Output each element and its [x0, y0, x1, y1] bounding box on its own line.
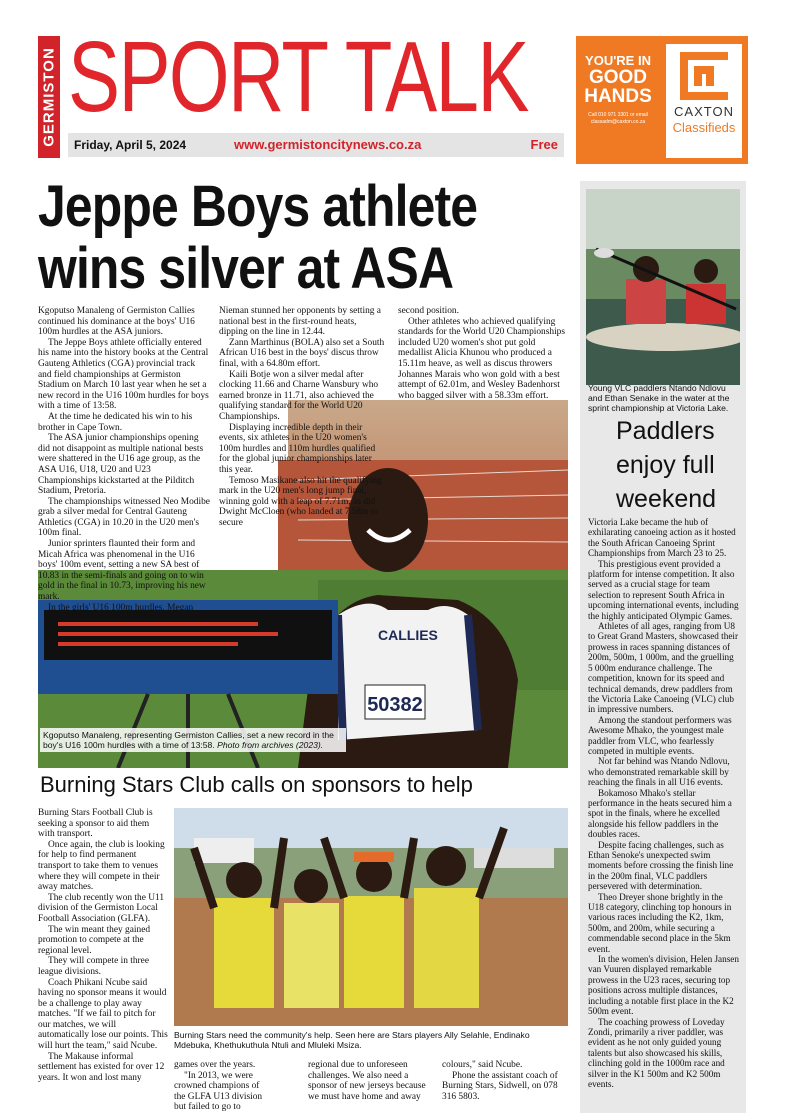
lead-paragraph: The championships witnessed Neo Modibe grab a silver medal for Central Gauteng Athletics (CGA) in 10.20 in the U20 men's 100m final. [38, 496, 210, 539]
stars-photo [174, 808, 568, 1026]
lead-caption-credit: Photo from archives (2023). [217, 740, 324, 750]
paddlers-paragraph: This prestigious event provided a platform for intense competition. It also served as a crucial stage for team selection to represent South Africa in upcoming international events, including the highly anticipated Olympic Games. [588, 558, 739, 621]
stars-paragraph: They will compete in three league divisions. [38, 956, 150, 977]
ad-slogan-line3: HANDS [584, 86, 652, 107]
paddlers-paragraph: Athletes of all ages, ranging from U8 to Great Grand Masters, showcased their prowess in races spanning distances of 200m, 500m, 1 000m, and the gruelling 5 000m endurance challenge. The competition, known for its speed and technical demands, drew paddlers from the Victoria Lake Canoeing (VLC) club in impressive numbers. [588, 621, 739, 715]
stars-paragraph: regional due to unforeseen challenges. We also need a sponsor of new jerseys because we must have home and away [308, 1060, 426, 1102]
lead-paragraph: Kgoputso Manaleng of Germiston Callies continued his dominance at the boys' U16 100m hurdles at the ASA juniors. [38, 306, 195, 338]
ad-slogan-line1: YOU'RE IN [585, 53, 651, 68]
masthead-vertical-label: GERMISTON [38, 36, 60, 158]
stars-paragraph: Once again, the club is looking for help to find permanent transport to take them to venues where they will compete in their away matches. [38, 839, 165, 893]
stars-photo-image [174, 808, 568, 1026]
paddlers-headline-line2: enjoy full [616, 451, 715, 479]
paddlers-paragraph: Theo Dreyer shone brightly in the U18 category, clinching top honours in various races including the K2, 1km, 500m, and 200m, while securing a commendable second place in the 5km event. [588, 891, 732, 954]
caxton-logo-icon [680, 52, 728, 100]
price-label: Free [530, 137, 558, 152]
ad-slogan-line2: GOOD [588, 67, 648, 88]
stars-paragraph: games over the years. [174, 1060, 256, 1070]
stars-paragraph: The Makause informal settlement has existed for over 12 years. It won and lost many [38, 1051, 165, 1083]
lead-column-1 [38, 306, 210, 613]
ad-logo-panel [666, 44, 742, 158]
ad-brand-sub: Classifieds [672, 120, 736, 135]
caxton-classifieds-ad[interactable] [576, 36, 748, 164]
paddlers-paragraph: Despite facing challenges, such as Ethan Senoke's unexpected swim moments before crossing the finish line in the 200m final, VLC paddlers persevered with determination. [588, 839, 734, 892]
lead-caption-text: Kgoputso Manaleng, representing Germiston Callies, set a new record in the boy's U16 100m hurdles with a time of 13:58. [43, 730, 334, 750]
paddlers-paragraph: Victoria Lake became the hub of exhilarating canoeing action as it hosted the South African Canoeing Sprint Championships from March 23 to 25. [588, 517, 736, 559]
paddlers-photo-caption: Young VLC paddlers Ntando Ndlovu and Ethan Senake in the water at the sprint championship at Victoria Lake. [588, 383, 730, 413]
stars-paragraph: The club recently won the U11 division of the Germiston Local Football Association (GLFA). [38, 892, 165, 924]
paddlers-paragraph: Not far behind was Ntando Ndlovu, who demonstrated remarkable skill by reaching the finals in all U16 events. [588, 756, 730, 788]
lead-paragraph: Displaying incredible depth in their events, six athletes in the U20 women's 100m hurdles and 110m hurdles qualified for the global junior championships later this year. [219, 422, 376, 475]
lead-paragraph: Zann Marthinus (BOLA) also set a South African U16 best in the boys' discus throw final, with a 64.80m effort. [219, 337, 385, 369]
stars-photo-caption: Burning Stars need the community's help. Seen here are Stars players Ally Selahle, Endinako Mdebuka, Khethukuthula Ntuli and Mluleki Msiza. [174, 1030, 530, 1050]
vest-label: CALLIES [378, 627, 438, 643]
ad-contact-email: classadm@caxton.co.za [590, 119, 646, 125]
stars-paragraph: Burning Stars Football Club is seeking a sponsor to aid them with transport. [38, 808, 153, 840]
lead-paragraph: At the time he dedicated his win to his brother in Cape Town. [38, 411, 193, 433]
paddlers-photo [586, 189, 740, 385]
lead-paragraph: Junior sprinters flaunted their form and Micah Africa was phenomenal in the U16 boys' 100m event, setting a new SA best of 10.83 in the semi-finals and going on to win gold in the final in 10.73, improving his new mark. [38, 539, 206, 603]
paddlers-sidebar [580, 181, 746, 1113]
masthead-title: SPORT TALK [68, 21, 528, 133]
lead-column-3 [398, 306, 566, 401]
stars-column-3 [308, 1060, 426, 1102]
bib-number: 50382 [367, 694, 423, 716]
issue-date: Friday, April 5, 2024 [74, 138, 187, 152]
lead-headline [38, 176, 494, 300]
stars-paragraph: colours," said Ncube. [442, 1060, 523, 1070]
paddlers-headline-line3: weekend [616, 485, 717, 513]
lead-paragraph: Temoso Masikane also hit the qualifying mark in the U20 men's long jump final, winning gold with a leap of 7.71m, as did Dwight McCloen (who landed at 7.58m to secure [219, 475, 382, 528]
lead-headline-line2: wins silver at ASA [38, 236, 454, 301]
lead-paragraph: The Jeppe Boys athlete officially entered his name into the history books at the Central Gauteng Athletics (CGA) provincial track and field championships at Germiston Stadium on March 10 last year when he set a new record in the U16 100m hurdles for boys with a time of 13:58. [38, 337, 209, 412]
paddlers-headline-line1: Paddlers [616, 417, 715, 445]
paddlers-body [588, 517, 740, 1089]
lead-headline-line1: Jeppe Boys athlete [38, 174, 478, 239]
lead-paragraph: The ASA junior championships opening did not disappoint as multiple national bests were shattered in the U16 age group, as the ASA U16, U18, U20 and U23 Championships kickstarted at the Pilditch Stadium, Pretoria. [38, 433, 204, 497]
stars-paragraph: Phone the assistant coach of Burning Stars, Sidwell, on 078 316 5803. [442, 1070, 558, 1102]
lead-paragraph: Nieman stunned her opponents by setting a national best in the first-round heats, dipping on the line in 12.44. [219, 306, 381, 338]
lead-paragraph: In the girls' U16 100m hurdles, Megan [48, 602, 194, 613]
stars-paragraph: The win meant they gained promotion to compete at the regional level. [38, 924, 151, 956]
lead-column-2 [219, 306, 387, 528]
lead-paragraph: Kaili Botje won a silver medal after clocking 11.66 and Charne Wansbury who earned bronze in 11.71, also achieved the qualifying standard for the World U20 Championships. [219, 369, 379, 422]
paddlers-paragraph: Among the standout performers was Awesome Mhako, the youngest male paddler from VLC, who fearlessly competed in multiple events. [588, 714, 732, 756]
paddlers-paragraph: Bokamoso Mhako's stellar performance in the heats secured him a spot in the finals, where he excelled alongside his fellow paddlers in the doubles races. [588, 787, 732, 840]
lead-paragraph: second position. [398, 306, 459, 316]
ad-slogan [582, 54, 654, 126]
website-link[interactable]: www.germistoncitynews.co.za [234, 137, 422, 152]
paddlers-paragraph: In the women's division, Helen Jansen van Vuuren displayed remarkable prowess in the U23 races, securing top positions across multiple distances, including a notable first place in the K2 500m event. [588, 954, 739, 1017]
stars-headline: Burning Stars Club calls on sponsors to help [40, 772, 473, 797]
stars-column-4 [442, 1060, 566, 1102]
paddlers-headline [616, 414, 740, 516]
stars-paragraph: Coach Phikani Ncube said having no sponsor means it would be a challenge to play away matches. "If we fail to pitch for our matches, we will automatically lose our points. This will hurt the team," said Ncube. [38, 977, 168, 1052]
stars-column-2 [174, 1060, 266, 1113]
ad-contact-phone: Call 010 971 3301 or email [588, 112, 648, 118]
lead-photo-caption [40, 728, 346, 752]
date-bar [68, 133, 564, 157]
lead-paragraph: Other athletes who achieved qualifying standards for the World U20 Championships included U20 women's shot put gold medallist Alicia Khunou who produced a 15.11m heave, as well as discus throwers Johannes Marais who won gold with a best attempt of 62.01m, and Wesley Badenhorst who bagged silver with a 58.33m effort. [398, 316, 566, 401]
paddlers-photo-image [586, 189, 740, 385]
stars-column-1 [38, 808, 168, 1083]
ad-brand: CAXTON [674, 104, 734, 119]
stars-paragraph: "In 2013, we were crowned champions of the GLFA U13 division but failed to go to [174, 1070, 263, 1113]
paddlers-paragraph: The coaching prowess of Loveday Zondi, primarily a river paddler, was evident as he not only guided young talents but also showcased his skills, clinching gold in the 1000m race and silver in the K1 500m and K2 500m events. [588, 1016, 725, 1089]
